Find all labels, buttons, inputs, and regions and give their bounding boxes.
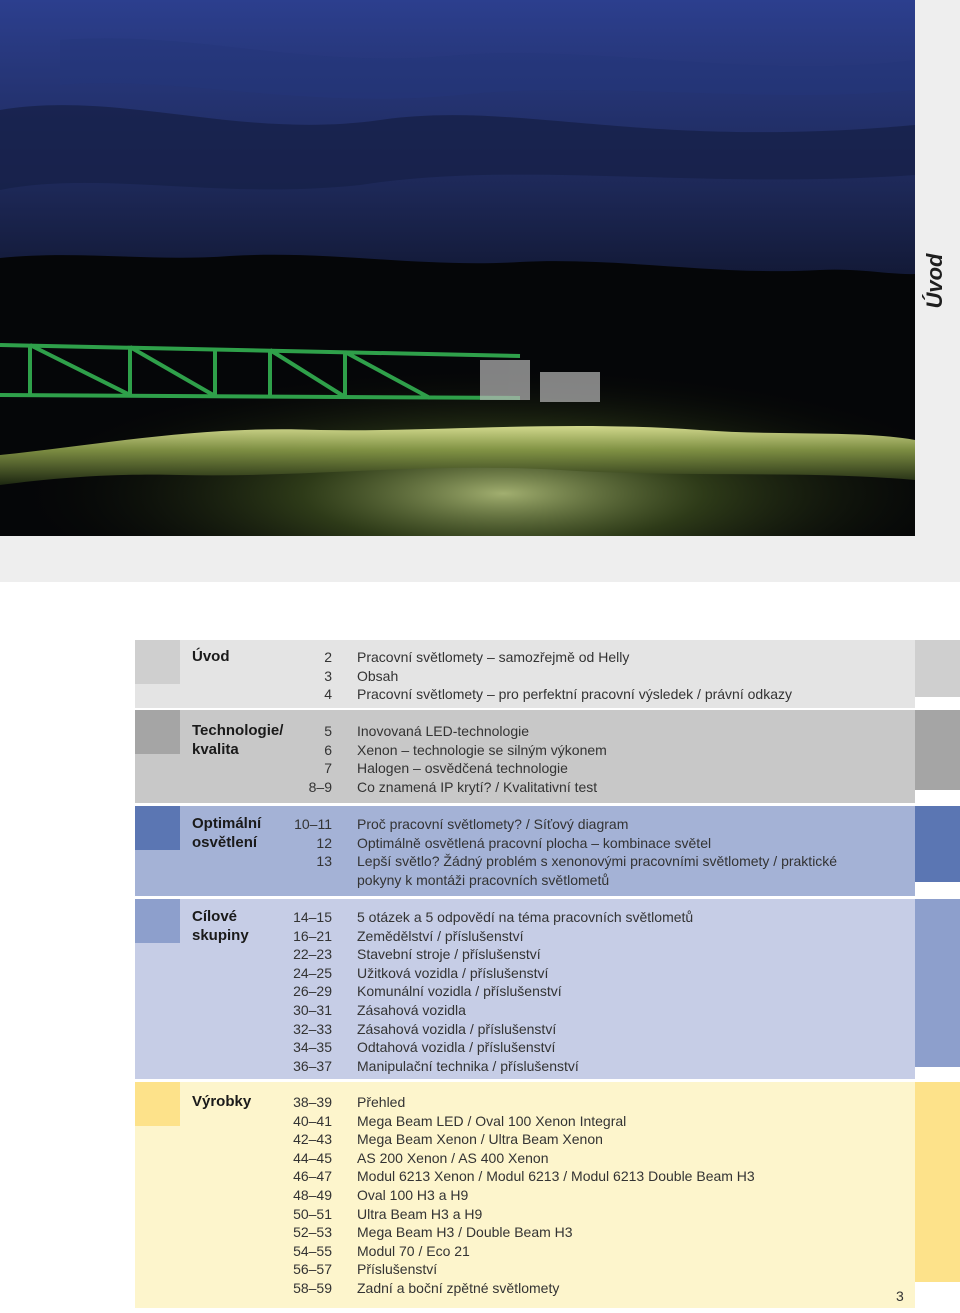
night-field-image	[0, 0, 915, 536]
toc-item: Zásahová vozidla	[357, 1001, 466, 1018]
page-ref: 54–55	[293, 1242, 332, 1259]
toc-item: Ultra Beam H3 a H9	[357, 1205, 483, 1222]
toc-item: Stavební stroje / příslušenství	[357, 946, 541, 963]
side-tab-vyrobky	[915, 1082, 960, 1282]
toc-item: Zásahová vozidla / příslušenství	[357, 1020, 557, 1037]
section-title-text: Optimální osvětlení	[192, 815, 262, 851]
page-numbers	[270, 722, 332, 796]
toc-item: Inovovaná LED-technologie	[357, 723, 530, 739]
toc-item: Pracovní světlomety – samozřejmě od Helly	[357, 649, 630, 665]
page-ref: 2	[324, 649, 332, 665]
page-ref: 42–43	[293, 1131, 332, 1148]
toc-item: Modul 70 / Eco 21	[357, 1242, 470, 1259]
toc-item: Xenon – technologie se silným výkonem	[357, 741, 607, 758]
toc-item: Příslušenství	[357, 1261, 438, 1278]
page-number: 3	[896, 1288, 904, 1304]
section-title	[192, 815, 272, 852]
toc-item: Lepší světlo? Žádný problém s xenonovými pracovními světlomety / praktické pokyny k montáži pracovních světlometů	[357, 853, 838, 888]
toc-item: Zemědělství / příslušenství	[357, 927, 524, 944]
page-ref: 7	[324, 760, 332, 777]
toc-item: Přehled	[357, 1094, 406, 1110]
page-ref: 14–15	[293, 909, 332, 925]
page-ref: 22–23	[293, 946, 332, 963]
page-ref: 5	[324, 723, 332, 739]
toc-item: Co znamená IP krytí? / Kvalitativní test	[357, 778, 598, 795]
toc-items	[357, 1093, 897, 1298]
page-numbers	[270, 815, 332, 871]
page-ref: 50–51	[293, 1205, 332, 1222]
section-title	[192, 908, 262, 945]
page-ref: 16–21	[293, 927, 332, 944]
toc-item: AS 200 Xenon / AS 400 Xenon	[357, 1149, 549, 1166]
toc-item: Pracovní světlomety – pro perfektní pracovní výsledek / právní odkazy	[357, 686, 792, 703]
side-tab-uvod	[915, 640, 960, 697]
section-tab-technologie	[135, 710, 180, 754]
side-tab-technologie	[915, 710, 960, 790]
page-ref: 4	[324, 686, 332, 703]
header-band	[0, 536, 915, 582]
section-tab-osvetleni	[135, 806, 180, 850]
toc-item: Mega Beam LED / Oval 100 Xenon Integral	[357, 1112, 627, 1129]
toc-items	[357, 648, 897, 704]
page-ref: 34–35	[293, 1039, 332, 1056]
side-tab-osvetleni	[915, 806, 960, 882]
page-ref: 56–57	[293, 1261, 332, 1278]
page-ref: 32–33	[293, 1020, 332, 1037]
toc-item: Zadní a boční zpětné světlomety	[357, 1279, 560, 1296]
page-ref: 44–45	[293, 1149, 332, 1166]
page-ref: 8–9	[308, 778, 332, 795]
page-ref: 38–39	[293, 1094, 332, 1110]
page-ref: 30–31	[293, 1001, 332, 1018]
toc-item: Optimálně osvětlená pracovní plocha – kombinace světel	[357, 834, 712, 851]
toc-items	[357, 815, 897, 889]
section-title: Úvod	[192, 648, 230, 665]
toc-item: Proč pracovní světlomety? / Síťový diagram	[357, 816, 629, 832]
section-title-text: Technologie/ kvalita	[192, 722, 284, 758]
page-ref: 24–25	[293, 964, 332, 981]
toc-items	[357, 722, 897, 796]
page-numbers	[270, 1093, 332, 1298]
section-tab-uvod	[135, 640, 180, 684]
toc-item: Mega Beam Xenon / Ultra Beam Xenon	[357, 1131, 603, 1148]
section-title-text: Cílové skupiny	[192, 908, 249, 944]
page-ref: 40–41	[293, 1112, 332, 1129]
page-ref: 12	[316, 834, 332, 851]
toc-item: Obsah	[357, 667, 399, 684]
page-numbers	[270, 908, 332, 1075]
page-ref: 48–49	[293, 1186, 332, 1203]
page-ref: 36–37	[293, 1057, 332, 1074]
page-ref: 46–47	[293, 1168, 332, 1185]
page-ref: 52–53	[293, 1224, 332, 1241]
toc-item: Modul 6213 Xenon / Modul 6213 / Modul 6213 Double Beam H3	[357, 1168, 755, 1185]
section-title: Výrobky	[192, 1093, 252, 1110]
toc-item: Mega Beam H3 / Double Beam H3	[357, 1224, 573, 1241]
toc-item: Halogen – osvědčená technologie	[357, 760, 568, 777]
cover-photo	[0, 0, 915, 536]
toc-item: Odtahová vozidla / příslušenství	[357, 1039, 556, 1056]
page-numbers	[270, 648, 332, 704]
toc-item: Užitková vozidla / příslušenství	[357, 964, 549, 981]
page-ref: 6	[324, 741, 332, 758]
side-tab-skupiny	[915, 899, 960, 1067]
toc-item: Manipulační technika / příslušenství	[357, 1057, 579, 1074]
section-tab-vyrobky	[135, 1082, 180, 1126]
page-ref: 58–59	[293, 1279, 332, 1296]
page-ref: 13	[316, 853, 332, 870]
toc-item: Komunální vozidla / příslušenství	[357, 983, 562, 1000]
section-tab-skupiny	[135, 899, 180, 943]
side-title: Úvod	[922, 253, 947, 309]
page-ref: 26–29	[293, 983, 332, 1000]
toc-item: 5 otázek a 5 odpovědí na téma pracovních světlometů	[357, 909, 694, 925]
page-ref: 10–11	[294, 816, 332, 832]
toc-items	[357, 908, 897, 1075]
toc-item: Oval 100 H3 a H9	[357, 1186, 469, 1203]
section-title	[192, 722, 282, 759]
page-ref: 3	[324, 667, 332, 684]
